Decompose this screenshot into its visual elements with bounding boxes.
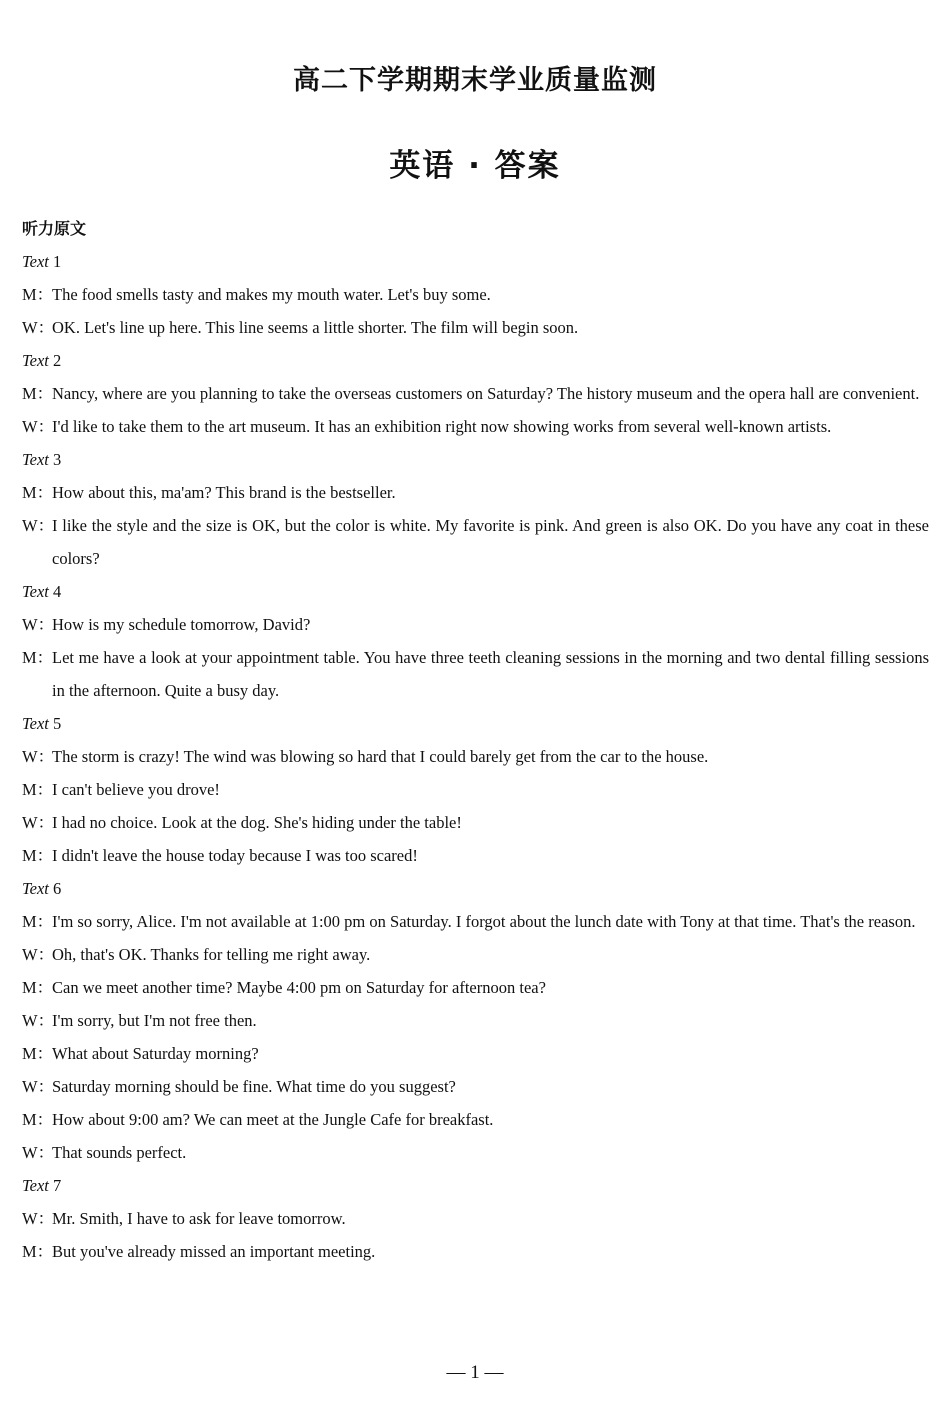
speaker-label: W： <box>22 615 55 634</box>
dialogue-line <box>22 773 929 806</box>
speaker-label: W： <box>22 516 55 535</box>
dialogue-text: How about 9:00 am? We can meet at the Jungle Cafe for breakfast. <box>52 1110 494 1129</box>
text-block <box>22 443 929 575</box>
text-label <box>22 707 929 740</box>
dialogue-line <box>22 971 929 1004</box>
dialogue-line <box>22 410 929 443</box>
text-label-number: 3 <box>53 450 62 469</box>
dialogue-text: Oh, that's OK. Thanks for telling me right away. <box>52 945 371 964</box>
speaker-label: M： <box>22 384 54 403</box>
dialogue-line <box>22 608 929 641</box>
text-label <box>22 1169 929 1202</box>
speaker-label: W： <box>22 945 55 964</box>
dialogue-line <box>22 1235 929 1268</box>
text-label-number: 7 <box>53 1176 62 1195</box>
dialogue-line <box>22 740 929 773</box>
dialogue-text: OK. Let's line up here. This line seems a little shorter. The film will begin soon. <box>52 318 579 337</box>
dialogue-text: Can we meet another time? Maybe 4:00 pm on Saturday for afternoon tea? <box>52 978 546 997</box>
dialogue-text: I like the style and the size is OK, but the color is white. My favorite is pink. And green is also OK. Do you have any coat in these colors? <box>52 516 929 568</box>
text-label <box>22 872 929 905</box>
text-block <box>22 707 929 872</box>
text-label-word: Text <box>22 351 49 370</box>
text-label <box>22 443 929 476</box>
dialogue-text: How about this, ma'am? This brand is the bestseller. <box>52 483 396 502</box>
speaker-label: W： <box>22 1077 55 1096</box>
dialogue-line <box>22 509 929 575</box>
dialogue-line <box>22 905 929 938</box>
text-label <box>22 245 929 278</box>
speaker-label: M： <box>22 912 54 931</box>
text-label-number: 5 <box>53 714 62 733</box>
text-label <box>22 344 929 377</box>
speaker-label: W： <box>22 1143 55 1162</box>
dialogue-text: I'm sorry, but I'm not free then. <box>52 1011 257 1030</box>
dialogue-text: That sounds perfect. <box>52 1143 187 1162</box>
text-label-word: Text <box>22 714 49 733</box>
speaker-label: M： <box>22 648 54 667</box>
speaker-label: W： <box>22 1209 55 1228</box>
dialogue-text: Saturday morning should be fine. What time do you suggest? <box>52 1077 456 1096</box>
speaker-label: M： <box>22 978 54 997</box>
text-block <box>22 872 929 1169</box>
speaker-label: W： <box>22 417 55 436</box>
speaker-label: W： <box>22 318 55 337</box>
speaker-label: M： <box>22 1242 54 1261</box>
dialogue-line <box>22 1202 929 1235</box>
dialogue-line <box>22 1136 929 1169</box>
dialogue-line <box>22 476 929 509</box>
dialogue-text: Mr. Smith, I have to ask for leave tomorrow. <box>52 1209 346 1228</box>
text-block <box>22 575 929 707</box>
dialogue-text: I can't believe you drove! <box>52 780 220 799</box>
text-block <box>22 344 929 443</box>
dialogue-line <box>22 1103 929 1136</box>
transcript-content <box>22 212 929 1268</box>
text-label-word: Text <box>22 1176 49 1195</box>
dialogue-line <box>22 1070 929 1103</box>
section-title: 听力原文 <box>22 219 87 238</box>
dialogue-line <box>22 377 929 410</box>
speaker-label: M： <box>22 285 54 304</box>
text-label-number: 2 <box>53 351 62 370</box>
dialogue-text: What about Saturday morning? <box>52 1044 259 1063</box>
transcript-texts <box>22 245 929 1268</box>
speaker-label: W： <box>22 747 55 766</box>
dialogue-text: I had no choice. Look at the dog. She's hiding under the table! <box>52 813 462 832</box>
dialogue-text: The food smells tasty and makes my mouth water. Let's buy some. <box>52 285 491 304</box>
text-label-number: 1 <box>53 252 62 271</box>
text-block <box>22 245 929 344</box>
dialogue-line <box>22 1004 929 1037</box>
text-label-word: Text <box>22 450 49 469</box>
text-label-number: 6 <box>53 879 62 898</box>
dialogue-line <box>22 839 929 872</box>
dialogue-text: I'd like to take them to the art museum. It has an exhibition right now showing works from several well-known artists. <box>52 417 832 436</box>
text-label-number: 4 <box>53 582 62 601</box>
document-title: 高二下学期期末学业质量监测 <box>293 65 657 96</box>
dialogue-line <box>22 641 929 707</box>
speaker-label: M： <box>22 483 54 502</box>
speaker-label: W： <box>22 813 55 832</box>
text-label-word: Text <box>22 879 49 898</box>
dialogue-text: But you've already missed an important meeting. <box>52 1242 376 1261</box>
dialogue-line <box>22 806 929 839</box>
speaker-label: M： <box>22 1110 54 1129</box>
speaker-label: M： <box>22 1044 54 1063</box>
dialogue-text: Nancy, where are you planning to take the overseas customers on Saturday? The history museum and the opera hall are convenient. <box>52 384 920 403</box>
dialogue-text: I'm so sorry, Alice. I'm not available at 1:00 pm on Saturday. I forgot about the lunch date with Tony at that time. That's the reason. <box>52 912 916 931</box>
dialogue-line <box>22 278 929 311</box>
speaker-label: M： <box>22 846 54 865</box>
speaker-label: W： <box>22 1011 55 1030</box>
document-subtitle: 英语 · 答案 <box>389 148 561 184</box>
dialogue-text: How is my schedule tomorrow, David? <box>52 615 311 634</box>
speaker-label: M： <box>22 780 54 799</box>
dialogue-text: I didn't leave the house today because I was too scared! <box>52 846 418 865</box>
dialogue-text: Let me have a look at your appointment table. You have three teeth cleaning sessions in the morning and two dental filling sessions in the afternoon. Quite a busy day. <box>52 648 929 700</box>
page-number: — 1 — <box>446 1362 504 1383</box>
dialogue-line <box>22 1037 929 1070</box>
text-block <box>22 1169 929 1268</box>
dialogue-line <box>22 311 929 344</box>
text-label <box>22 575 929 608</box>
dialogue-line <box>22 938 929 971</box>
text-label-word: Text <box>22 582 49 601</box>
text-label-word: Text <box>22 252 49 271</box>
dialogue-text: The storm is crazy! The wind was blowing so hard that I could barely get from the car to the house. <box>52 747 709 766</box>
